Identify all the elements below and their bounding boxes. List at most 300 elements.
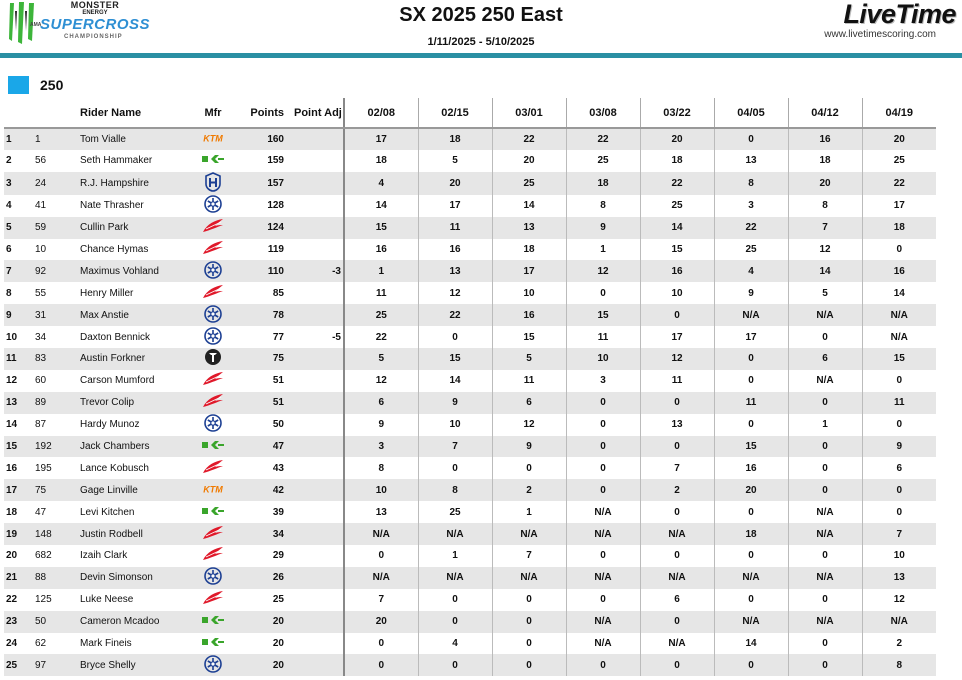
round-result-cell: 0 [566,392,640,414]
header-round-5: 03/22 [640,98,714,128]
round-result-cell: 5 [492,348,566,370]
round-result-cell: 18 [640,150,714,172]
round-result-cell: N/A [640,523,714,545]
pos-cell: 15 [6,441,18,453]
round-result-cell: 25 [640,195,714,217]
yamaha-icon [204,655,222,676]
round-result-cell: N/A [566,611,640,633]
point-adj-cell [290,150,344,172]
page-title: SX 2025 250 East [399,4,563,26]
round-result-cell: 17 [492,260,566,282]
honda-icon [201,240,225,259]
round-result-cell: 10 [640,282,714,304]
round-result-cell: 0 [640,436,714,458]
round-result-cell: 0 [714,589,788,611]
class-color-swatch [8,76,29,94]
round-result-cell: 0 [418,589,492,611]
mfr-cell [186,128,240,150]
table-row [4,523,936,545]
round-result-cell: 10 [418,414,492,436]
round-result-cell: 0 [862,414,936,436]
kawasaki-icon [201,637,225,650]
round-result-cell: 0 [862,501,936,523]
round-result-cell: N/A [862,326,936,348]
pos-cell: 21 [6,572,18,584]
rider-name-cell: Henry Miller [80,287,134,299]
table-row [4,370,936,392]
round-result-cell: N/A [788,611,862,633]
round-result-cell: N/A [418,567,492,589]
round-result-cell: 0 [566,479,640,501]
number-cell: 41 [35,200,47,212]
pos-cell: 10 [6,331,18,343]
mfr-cell [186,239,240,261]
round-result-cell: 11 [862,392,936,414]
pos-cell: 6 [6,244,12,255]
mfr-cell [186,370,240,392]
round-result-cell: 18 [418,128,492,150]
table-row [4,436,936,458]
monster-text: MONSTER [70,0,120,10]
round-result-cell: 4 [418,633,492,655]
rider-name-cell: Izaih Clark [80,550,128,562]
round-result-cell: 0 [714,545,788,567]
mfr-cell [186,150,240,172]
pos-cell: 12 [6,375,18,387]
mfr-cell [186,217,240,239]
round-result-cell: N/A [862,304,936,326]
points-cell: 20 [272,638,284,650]
points-cell: 160 [267,133,284,145]
mfr-cell [186,348,240,370]
number-cell: 31 [35,309,47,321]
round-result-cell: 2 [862,633,936,655]
number-cell: 88 [35,572,47,584]
round-result-cell: 1 [566,239,640,261]
points-cell: 77 [272,331,284,343]
points-cell: 85 [272,287,284,299]
round-result-cell: 6 [788,348,862,370]
round-result-cell: N/A [788,501,862,523]
round-result-cell: 17 [344,128,418,150]
points-cell: 20 [272,659,284,671]
mfr-cell [186,304,240,326]
championship-text: CHAMPIONSHIP [64,34,123,40]
ama-text: AMA [30,22,42,28]
round-result-cell: 0 [418,611,492,633]
rider-name-cell: Lance Kobusch [80,462,149,474]
round-result-cell: 7 [640,457,714,479]
round-result-cell: 22 [344,326,418,348]
round-result-cell: 8 [788,195,862,217]
round-result-cell: 0 [344,633,418,655]
table-row [4,304,936,326]
mfr-cell [186,479,240,501]
round-result-cell: N/A [788,567,862,589]
round-result-cell: 14 [492,195,566,217]
mfr-cell [186,282,240,304]
pos-cell: 7 [6,265,12,277]
class-label: 250 [40,77,64,93]
point-adj-cell: -3 [332,265,341,277]
round-result-cell: 3 [344,436,418,458]
round-result-cell: 14 [862,282,936,304]
round-result-cell: 0 [714,370,788,392]
round-result-cell: 3 [566,370,640,392]
round-result-cell: 9 [714,282,788,304]
round-result-cell: 1 [418,545,492,567]
point-adj-cell [290,282,344,304]
header-round-7: 04/12 [788,98,862,128]
round-result-cell: N/A [566,501,640,523]
round-result-cell: 25 [862,150,936,172]
round-result-cell: 18 [492,239,566,261]
round-result-cell: 12 [418,282,492,304]
round-result-cell: 14 [344,195,418,217]
honda-icon [201,218,225,237]
round-result-cell: 7 [492,545,566,567]
point-adj-cell [290,239,344,261]
pos-cell: 18 [6,506,18,518]
honda-icon [201,393,225,412]
rider-name-cell: Max Anstie [80,309,129,321]
round-result-cell: 18 [344,150,418,172]
round-result-cell: 25 [492,172,566,195]
round-result-cell: N/A [788,370,862,392]
table-row [4,260,936,282]
mfr-cell [186,567,240,589]
round-result-cell: 0 [788,436,862,458]
round-result-cell: N/A [566,633,640,655]
round-result-cell: 0 [492,589,566,611]
point-adj-cell [290,217,344,239]
points-cell: 25 [272,594,284,606]
pos-cell: 4 [6,200,12,212]
mfr-cell [186,545,240,567]
round-result-cell: N/A [566,523,640,545]
round-result-cell: 8 [714,172,788,195]
round-result-cell: N/A [492,567,566,589]
round-result-cell: 14 [788,260,862,282]
round-result-cell: 13 [640,414,714,436]
round-result-cell: 25 [418,501,492,523]
point-adj-cell [290,654,344,676]
round-result-cell: 0 [714,501,788,523]
points-cell: 157 [267,177,284,189]
round-result-cell: 9 [862,436,936,458]
rider-name-cell: Bryce Shelly [80,659,136,671]
points-cell: 39 [272,506,284,518]
rider-name-cell: Luke Neese [80,594,134,606]
round-result-cell: 10 [344,479,418,501]
round-result-cell: N/A [566,567,640,589]
round-result-cell: 11 [566,326,640,348]
round-result-cell: 20 [418,172,492,195]
round-result-cell: 22 [418,304,492,326]
round-result-cell: 20 [862,128,936,150]
mfr-cell [186,436,240,458]
round-result-cell: 9 [344,414,418,436]
round-result-cell: 13 [418,260,492,282]
points-cell: 20 [272,616,284,628]
round-result-cell: 0 [788,392,862,414]
rider-name-cell: Levi Kitchen [80,506,135,518]
points-cell: 128 [267,200,284,212]
point-adj-cell [290,479,344,501]
mfr-cell [186,392,240,414]
round-result-cell: 17 [862,195,936,217]
round-result-cell: 20 [788,172,862,195]
pos-cell: 1 [6,133,12,145]
round-result-cell: 7 [344,589,418,611]
table-row [4,150,936,172]
round-result-cell: 0 [714,414,788,436]
table-row [4,282,936,304]
round-result-cell: 14 [640,217,714,239]
livetime-brand: LiveTime [843,0,956,29]
header-points: Points [240,98,290,128]
round-result-cell: 0 [788,326,862,348]
round-result-cell: 16 [492,304,566,326]
mfr-cell [186,326,240,348]
points-cell: 51 [272,375,284,387]
round-result-cell: 11 [418,217,492,239]
honda-icon [201,525,225,544]
round-result-cell: 18 [862,217,936,239]
point-adj-cell [290,128,344,150]
pos-cell: 20 [6,550,18,562]
header-rider-name: Rider Name [76,98,186,128]
honda-icon [201,371,225,390]
round-result-cell: 16 [344,239,418,261]
rider-name-cell: Cullin Park [80,222,129,234]
husqvarna-icon [204,172,222,195]
round-result-cell: 10 [862,545,936,567]
round-result-cell: 0 [418,654,492,676]
round-result-cell: N/A [714,611,788,633]
pos-cell: 17 [6,484,18,496]
round-result-cell: 11 [492,370,566,392]
table-row [4,545,936,567]
round-result-cell: 0 [714,348,788,370]
round-result-cell: N/A [714,567,788,589]
round-result-cell: 0 [862,370,936,392]
round-result-cell: N/A [344,567,418,589]
header-round-8: 04/19 [862,98,936,128]
table-body [4,128,936,676]
point-adj-cell [290,523,344,545]
round-result-cell: 0 [492,633,566,655]
table-row [4,654,936,676]
round-result-cell: 20 [492,150,566,172]
round-result-cell: N/A [344,523,418,545]
round-result-cell: 5 [788,282,862,304]
number-cell: 83 [35,353,47,365]
mfr-cell [186,589,240,611]
round-result-cell: 13 [344,501,418,523]
round-result-cell: 22 [640,172,714,195]
mfr-cell [186,523,240,545]
round-result-cell: 0 [566,414,640,436]
round-result-cell: 0 [788,479,862,501]
pos-cell: 22 [6,594,18,606]
table-row [4,479,936,501]
points-cell: 29 [272,550,284,562]
mfr-cell [186,633,240,655]
rider-name-cell: Tom Vialle [80,133,126,145]
yamaha-icon [204,567,222,588]
point-adj-cell [290,370,344,392]
header-round-4: 03/08 [566,98,640,128]
round-result-cell: 0 [788,589,862,611]
table-row [4,392,936,414]
yamaha-icon [204,305,222,326]
point-adj-cell [290,195,344,217]
round-result-cell: 0 [714,128,788,150]
round-result-cell: 6 [344,392,418,414]
mfr-cell [186,172,240,195]
table-row [4,172,936,195]
round-result-cell: 9 [492,436,566,458]
header-round-1: 02/08 [344,98,418,128]
round-result-cell: 0 [788,633,862,655]
round-result-cell: N/A [788,523,862,545]
round-result-cell: 7 [418,436,492,458]
header-point-adj: Point Adj [290,98,344,128]
rider-name-cell: Gage Linville [80,484,138,496]
number-cell: 56 [35,155,47,167]
pos-cell: 16 [6,462,18,474]
table-row [4,611,936,633]
pos-cell: 23 [6,616,18,628]
header-pos [4,98,35,128]
header-round-2: 02/15 [418,98,492,128]
round-result-cell: 20 [714,479,788,501]
table-row [4,501,936,523]
round-result-cell: 9 [418,392,492,414]
svg-text:KTM: KTM [203,484,223,494]
livetime-url: www.livetimescoring.com [824,29,936,40]
rider-name-cell: Nate Thrasher [80,200,144,212]
mfr-cell [186,654,240,676]
header-round-3: 03/01 [492,98,566,128]
number-cell: 195 [35,462,52,474]
round-result-cell: N/A [788,304,862,326]
header-divider [0,53,962,58]
round-result-cell: 17 [714,326,788,348]
round-result-cell: N/A [640,633,714,655]
round-result-cell: 0 [566,282,640,304]
table-row [4,589,936,611]
round-result-cell: 22 [566,128,640,150]
round-result-cell: 0 [788,545,862,567]
round-result-cell: 15 [344,217,418,239]
round-result-cell: 25 [566,150,640,172]
pos-cell: 19 [6,528,18,540]
round-result-cell: 8 [418,479,492,501]
rider-name-cell: Seth Hammaker [80,155,153,167]
round-result-cell: 18 [714,523,788,545]
round-result-cell: 20 [640,128,714,150]
points-cell: 78 [272,309,284,321]
round-result-cell: 5 [418,150,492,172]
round-result-cell: 2 [640,479,714,501]
yamaha-icon [204,414,222,435]
number-cell: 97 [35,659,47,671]
honda-icon [201,284,225,303]
rider-name-cell: Devin Simonson [80,572,153,584]
date-range: 1/11/2025 - 5/10/2025 [427,36,535,48]
number-cell: 192 [35,441,52,453]
round-result-cell: 12 [862,589,936,611]
mfr-cell [186,501,240,523]
point-adj-cell [290,436,344,458]
pos-cell: 2 [6,155,12,167]
round-result-cell: 11 [640,370,714,392]
round-result-cell: 0 [492,457,566,479]
pos-cell: 5 [6,222,12,234]
number-cell: 1 [35,133,41,145]
round-result-cell: 0 [344,654,418,676]
point-adj-cell [290,392,344,414]
rider-name-cell: Hardy Munoz [80,419,140,431]
rider-name-cell: Maximus Vohland [80,265,159,277]
svg-text:KTM: KTM [203,133,223,143]
pos-cell: 8 [6,287,12,299]
round-result-cell: 22 [714,217,788,239]
round-result-cell: 4 [714,260,788,282]
round-result-cell: 1 [344,260,418,282]
points-cell: 34 [272,528,284,540]
point-adj-cell [290,633,344,655]
energy-text: ENERGY [82,10,108,16]
round-result-cell: 16 [418,239,492,261]
rider-name-cell: Jack Chambers [80,441,150,453]
round-result-cell: 9 [566,217,640,239]
mfr-cell [186,611,240,633]
number-cell: 34 [35,331,47,343]
round-result-cell: 0 [788,457,862,479]
table-row [4,457,936,479]
pos-cell: 25 [6,659,18,671]
round-result-cell: 0 [640,304,714,326]
round-result-cell: 8 [862,654,936,676]
number-cell: 148 [35,528,52,540]
points-cell: 50 [272,419,284,431]
round-result-cell: 0 [640,654,714,676]
rider-name-cell: Austin Forkner [80,353,146,365]
round-result-cell: 15 [492,326,566,348]
honda-icon [201,546,225,565]
table-row [4,633,936,655]
header-num [35,98,76,128]
round-result-cell: 0 [862,479,936,501]
yamaha-icon [204,261,222,282]
round-result-cell: 0 [492,611,566,633]
rider-name-cell: Daxton Bennick [80,331,151,343]
point-adj-cell [290,348,344,370]
points-cell: 26 [272,572,284,584]
round-result-cell: 6 [640,589,714,611]
round-result-cell: 25 [344,304,418,326]
round-result-cell: 1 [492,501,566,523]
round-result-cell: 16 [862,260,936,282]
table-row [4,195,936,217]
round-result-cell: 13 [862,567,936,589]
rider-name-cell: R.J. Hampshire [80,177,149,189]
round-result-cell: 0 [566,654,640,676]
round-result-cell: N/A [640,567,714,589]
